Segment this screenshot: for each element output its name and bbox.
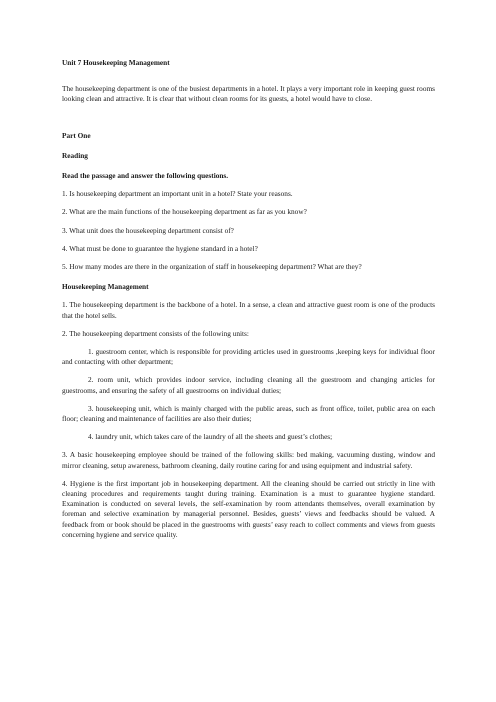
- paragraph-3: 3. A basic housekeeping employee should be trained of the following skills: bed making, vacuuming dusting, window and mirror cleaning, setup awareness, bathroom cleaning, daily routine caring for and using equipment and industrial safety.: [62, 450, 435, 470]
- reading-heading: Reading: [62, 150, 88, 160]
- unit-title: Unit 7 Housekeeping Management: [62, 58, 170, 67]
- question-3: 3. What unit does the housekeeping department consist of?: [62, 225, 234, 235]
- document-page: [62, 58, 435, 540]
- question-5: 5. How many modes are there in the organization of staff in housekeeping department? What are they?: [62, 262, 362, 272]
- paragraph-4: 4. Hygiene is the first important job in housekeeping department. All the cleaning should be carried out strictly in line with cleaning procedures and requirements taught during training. Examination is a must to guarantee hygiene standard. Examination is conducted on several levels, the self-examination by room attendants themselves, overall examination by foreman and selective examination by managerial personnel. Besides, guests’ views and feedbacks should be valued. A feedback from or book should be placed in the guestrooms with guests’ easy reach to collect comments and views from guests concerning hygiene and service quality.: [62, 478, 435, 539]
- question-2: 2. What are the main functions of the housekeeping department as far as you know?: [62, 207, 307, 217]
- paragraph-1: 1. The housekeeping department is the backbone of a hotel. In a sense, a clean and attractive guest room is one of the products that the hotel sells.: [62, 300, 435, 320]
- instruction: Read the passage and answer the following questions.: [62, 171, 229, 181]
- part-heading: Part One: [62, 130, 91, 140]
- unit-item-4: 4. laundry unit, which takes care of the laundry of all the sheets and guest’s clothes;: [88, 432, 333, 442]
- question-4: 4. What must be done to guarantee the hygiene standard in a hotel?: [62, 243, 258, 253]
- unit-item-2: 2. room unit, which provides indoor service, including cleaning all the guestroom and changing articles for guestrooms, and ensuring the safety of all guestrooms on individual duties;: [62, 375, 435, 395]
- unit-item-3: 3. housekeeping unit, which is mainly charged with the public areas, such as front office, toilet, public area on each floor; cleaning and maintenance of facilities are also their duties;: [62, 403, 435, 424]
- unit-item-1: 1. guestroom center, which is responsible for providing articles used in guestrooms ,keeping keys for individual floor and contacting with other department;: [62, 347, 435, 367]
- paragraph-2: 2. The housekeeping department consists of the following units:: [62, 328, 249, 338]
- passage-title: Housekeeping Management: [62, 282, 149, 292]
- intro-paragraph: The housekeeping department is one of the busiest departments in a hotel. It plays a very important role in keeping guest rooms looking clean and attractive. It is clear that without clean rooms for its guests, a hotel would have to close.: [62, 84, 435, 104]
- question-1: 1. Is housekeeping department an important unit in a hotel? State your reasons.: [62, 189, 293, 199]
